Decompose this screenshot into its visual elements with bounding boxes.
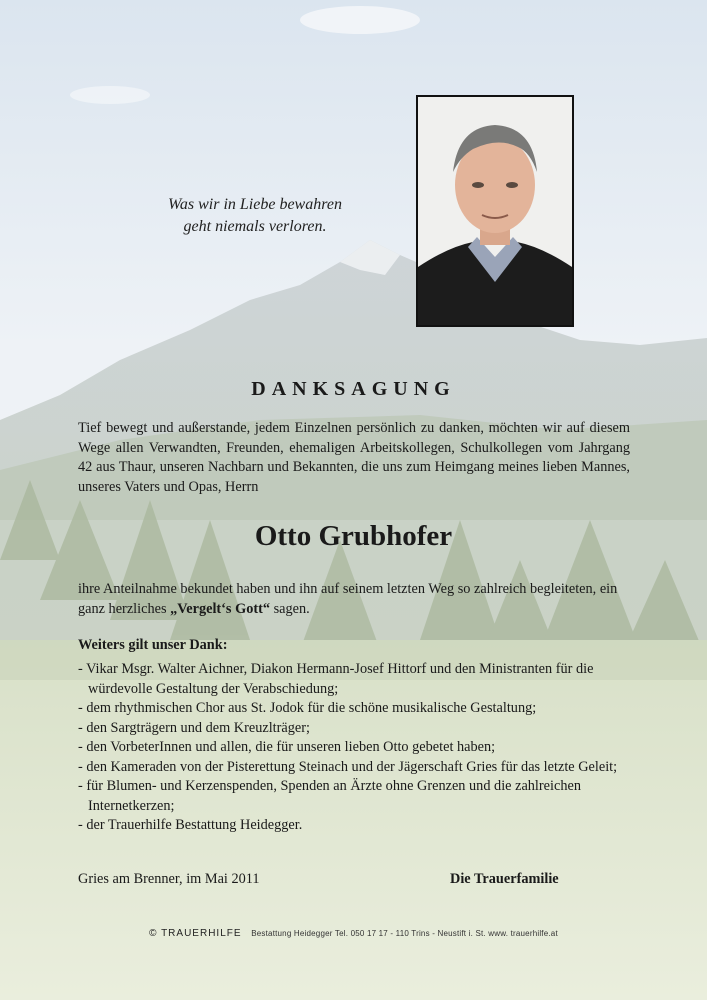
signature: Die Trauerfamilie: [450, 871, 559, 887]
list-item: - Vikar Msgr. Walter Aichner, Diakon Hermann-Josef Hittorf und den Ministranten für die würdevolle Gestaltung der Verabschiedung;: [78, 661, 594, 697]
list-item: - für Blumen- und Kerzenspenden, Spenden an Ärzte ohne Grenzen und die zahlreichen Internetkerzen;: [78, 778, 581, 814]
thanks-list: [78, 660, 638, 836]
motto-quote: [120, 194, 390, 238]
portrait-figure-icon: [418, 97, 572, 325]
footer-details: Bestattung Heidegger Tel. 050 17 17 - 110 Trins - Neustift i. St. www. trauerhilfe.at: [251, 929, 558, 938]
deceased-name: Otto Grubhofer: [254, 520, 453, 552]
thanks-text-before: ihre Anteilnahme bekundet haben und ihn auf seinem letzten Weg so zahlreich begleiteten, ein ganz herzliches: [78, 581, 618, 617]
thanks-emphasis: „Vergelt‘s Gott“: [170, 600, 271, 617]
thanks-text-after: sagen.: [270, 600, 310, 617]
portrait-photo: [416, 95, 574, 327]
footer-brand: © TRAUERHILFE: [149, 928, 242, 939]
further-thanks-heading: Weiters gilt unser Dank:: [78, 637, 228, 653]
footer: [0, 928, 707, 939]
list-item: - dem rhythmischen Chor aus St. Jodok für die schöne musikalische Gestaltung;: [78, 700, 537, 716]
list-item: - den VorbeterInnen und allen, die für unseren lieben Otto gebetet haben;: [78, 739, 496, 755]
list-item: - den Kameraden von der Pisterettung Steinach und der Jägerschaft Gries für das letzte Geleit;: [78, 758, 618, 775]
place-date: Gries am Brenner, im Mai 2011: [78, 871, 260, 887]
intro-paragraph: Tief bewegt und außerstande, jedem Einzelnen persönlich zu danken, möchten wir auf diesem Wege allen Verwandten, Freunden, ehemaligen Arbeitskollegen, Schulkollegen vom Jahrgang 42 aus Thaur, unseren Nachbarn und Bekannten, die uns zum Heimgang meines lieben Mannes, unseres Vaters und Opas, Herrn: [78, 420, 630, 495]
thanks-paragraph: [78, 580, 630, 619]
page-title: DANKSAGUNG: [251, 378, 456, 400]
motto-line-1: Was wir in Liebe bewahren: [168, 196, 342, 213]
list-item: - den Sargträgern und dem Kreuzlträger;: [78, 719, 310, 736]
motto-line-2: geht niemals verloren.: [183, 218, 327, 235]
list-item: - der Trauerhilfe Bestattung Heidegger.: [78, 817, 303, 833]
